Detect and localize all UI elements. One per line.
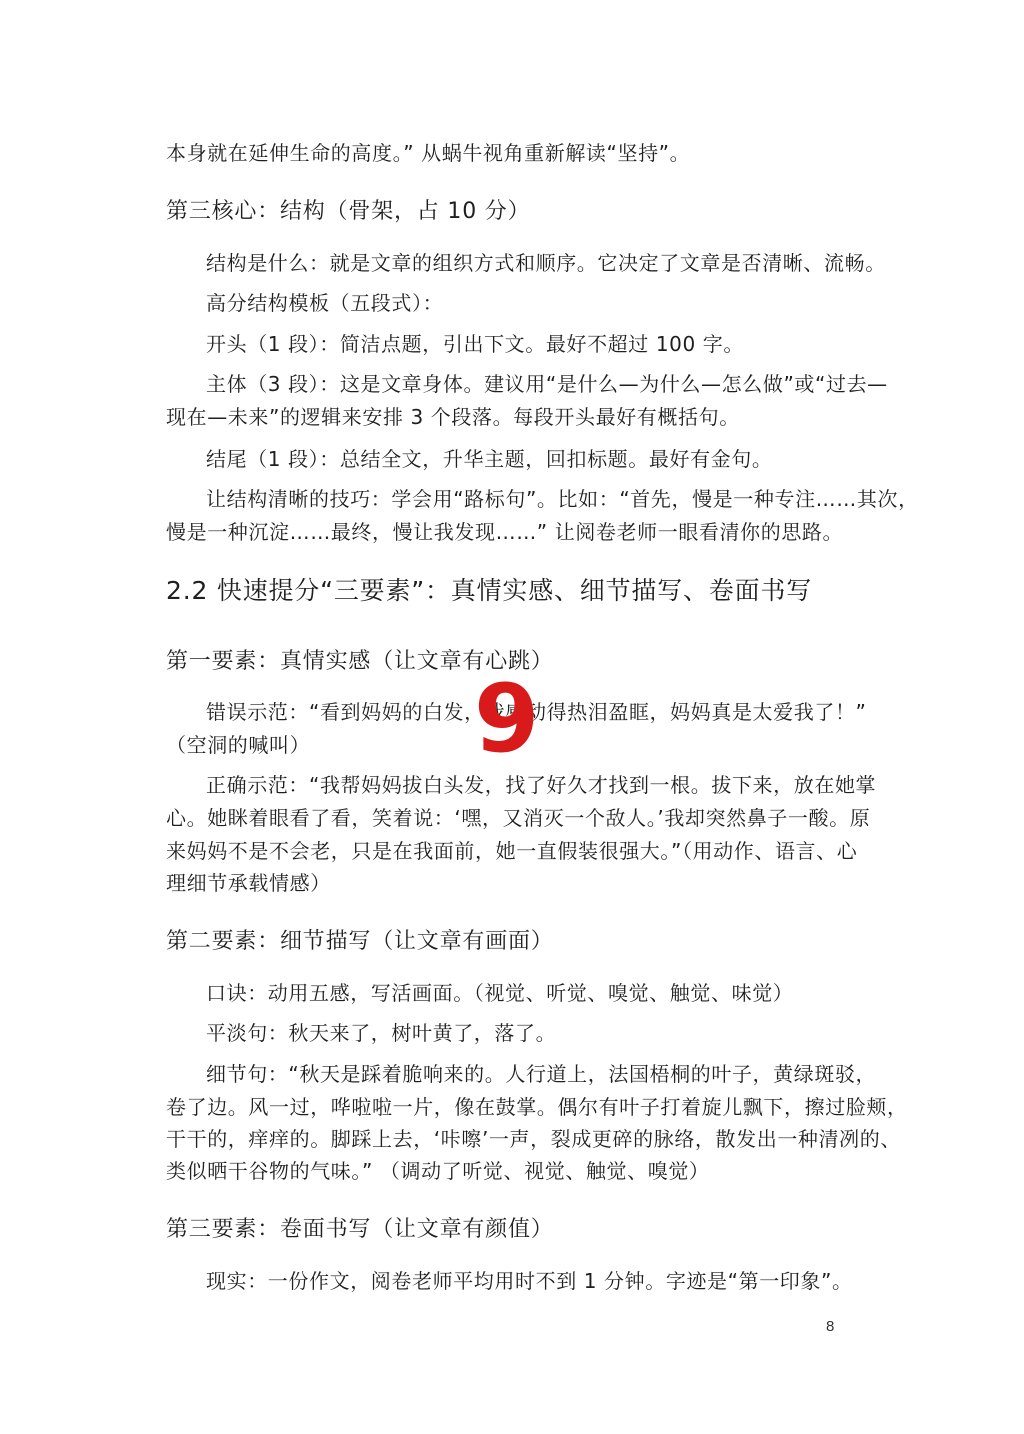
section-heading-handwriting: 第三要素：卷面书写（让文章有颜值） <box>166 1217 554 1242</box>
paragraph-line: 让结构清晰的技巧：学会用“路标句”。比如：“首先，慢是一种专注……其次， <box>206 487 919 511</box>
section-heading-emotion: 第一要素：真情实感（让文章有心跳） <box>166 649 554 674</box>
paragraph-line: 干干的，痒痒的。脚踩上去，‘咔嚓’一声，裂成更碎的脉络，散发出一种清冽的、 <box>166 1127 901 1151</box>
paragraph-line: 主体（3 段）：这是文章身体。建议用“是什么—为什么—怎么做”或“过去— <box>206 372 888 396</box>
section-heading-structure: 第三核心：结构（骨架，占 10 分） <box>166 199 531 224</box>
paragraph-line: 正确示范：“我帮妈妈拔白头发，找了好久才找到一根。拔下来，放在她掌 <box>206 773 877 797</box>
paragraph-line: 本身就在延伸生命的高度。” 从蜗牛视角重新解读“坚持”。 <box>166 141 691 165</box>
paragraph-line: （空洞的喊叫） <box>166 733 311 757</box>
section-heading-three-elements: 2.2 快速提分“三要素”：真情实感、细节描写、卷面书写 <box>166 576 813 605</box>
paragraph-line: 高分结构模板（五段式）： <box>206 291 444 315</box>
paragraph-line: 口诀：动用五感，写活画面。（视觉、听觉、嗅觉、触觉、味觉） <box>206 981 794 1005</box>
paragraph-line: 类似晒干谷物的气味。” （调动了听觉、视觉、触觉、嗅觉） <box>166 1159 710 1183</box>
paragraph-line: 慢是一种沉淀……最终，慢让我发现……” 让阅卷老师一眼看清你的思路。 <box>166 520 844 544</box>
red-number-stamp: 9 <box>474 665 540 774</box>
paragraph-line: 理细节承载情感） <box>166 871 331 895</box>
paragraph-line: 错误示范：“看到妈妈的白发，我感动得热泪盈眶，妈妈真是太爱我了！” <box>206 700 867 724</box>
paragraph-line: 心。她眯着眼看了看，笑着说：‘嘿，又消灭一个敌人。’我却突然鼻子一酸。原 <box>166 806 871 830</box>
paragraph-line: 来妈妈不是不会老，只是在我面前，她一直假装很强大。”（用动作、语言、心 <box>166 839 858 863</box>
page-number: 8 <box>826 1318 835 1335</box>
paragraph-line: 卷了边。风一过，哗啦啦一片，像在鼓掌。偶尔有叶子打着旋儿飘下，擦过脸颊， <box>166 1095 908 1119</box>
paragraph-line: 结尾（1 段）：总结全文，升华主题，回扣标题。最好有金句。 <box>206 447 773 471</box>
paragraph-line: 结构是什么：就是文章的组织方式和顺序。它决定了文章是否清晰、流畅。 <box>206 251 886 275</box>
paragraph-line: 开头（1 段）：简洁点题，引出下文。最好不超过 100 字。 <box>206 332 744 356</box>
paragraph-line: 细节句：“秋天是踩着脆响来的。人行道上，法国梧桐的叶子，黄绿斑驳， <box>206 1062 877 1086</box>
paragraph-line: 平淡句：秋天来了，树叶黄了，落了。 <box>206 1021 557 1045</box>
section-heading-detail: 第二要素：细节描写（让文章有画面） <box>166 929 554 954</box>
paragraph-line: 现在—未来”的逻辑来安排 3 个段落。每段开头最好有概括句。 <box>166 405 740 429</box>
paragraph-line: 现实：一份作文，阅卷老师平均用时不到 1 分钟。字迹是“第一印象”。 <box>206 1269 853 1293</box>
